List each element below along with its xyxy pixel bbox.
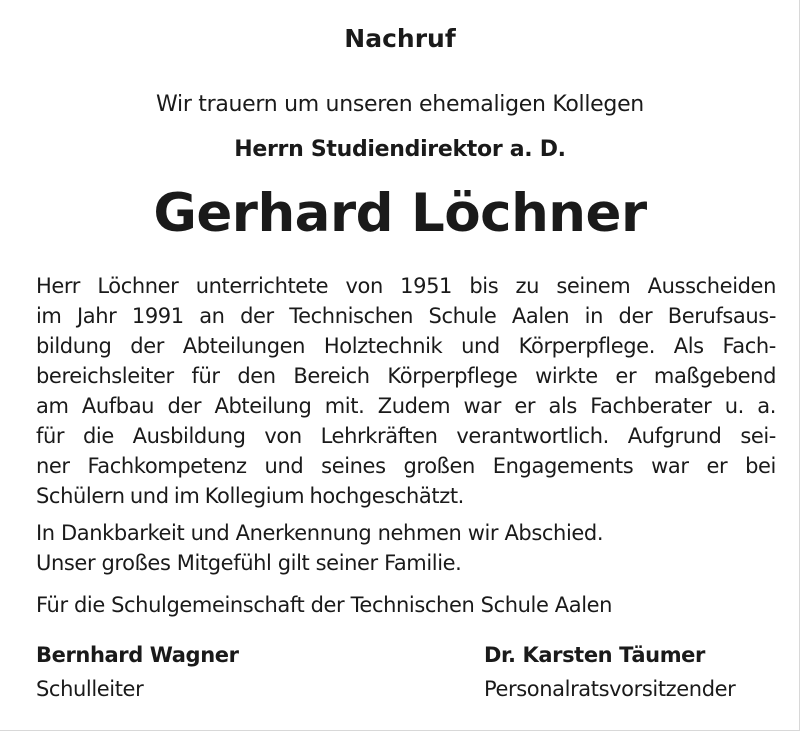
biography-paragraph	[36, 271, 776, 511]
biography-line: bereichsleiter für den Bereich Körperpflege wirkte er maßgebend	[36, 364, 776, 388]
signatory-name: Bernhard Wagner	[36, 643, 239, 667]
signatory-role: Personalratsvorsitzender	[484, 677, 736, 701]
biography-line: am Aufbau der Abteilung mit. Zudem war er als Fachberater u. a.	[36, 394, 776, 418]
school-line: Für die Schulgemeinschaft der Technischen Schule Aalen	[36, 593, 613, 617]
signatory-role: Schulleiter	[36, 677, 144, 701]
closing-line: In Dankbarkeit und Anerkennung nehmen wir Abschied.	[36, 521, 604, 545]
closing-line: Unser großes Mitgefühl gilt seiner Familie.	[36, 551, 462, 575]
biography-line: ner Fachkompetenz und seines großen Engagements war er bei	[36, 454, 776, 478]
signatory-name: Dr. Karsten Täumer	[484, 643, 705, 667]
signatory-left	[36, 639, 239, 705]
biography-line: bildung der Abteilungen Holztechnik und Körperpflege. Als Fach-	[36, 334, 776, 358]
closing-paragraph	[36, 518, 776, 578]
deceased-name: Gerhard Löchner	[153, 183, 647, 244]
biography-line: Schülern und im Kollegium hochgeschätzt.	[36, 484, 464, 508]
intro-line: Wir trauern um unseren ehemaligen Kollegen	[156, 92, 644, 117]
biography-line: im Jahr 1991 an der Technischen Schule Aalen in der Berufsaus-	[36, 304, 776, 328]
deceased-title: Herrn Studiendirektor a. D.	[234, 137, 566, 162]
biography-line: für die Ausbildung von Lehrkräften verantwortlich. Aufgrund sei-	[36, 424, 776, 448]
biography-line: Herr Löchner unterrichtete von 1951 bis zu seinem Ausscheiden	[36, 274, 776, 298]
notice-heading: Nachruf	[344, 24, 456, 53]
signatory-right	[484, 639, 735, 705]
